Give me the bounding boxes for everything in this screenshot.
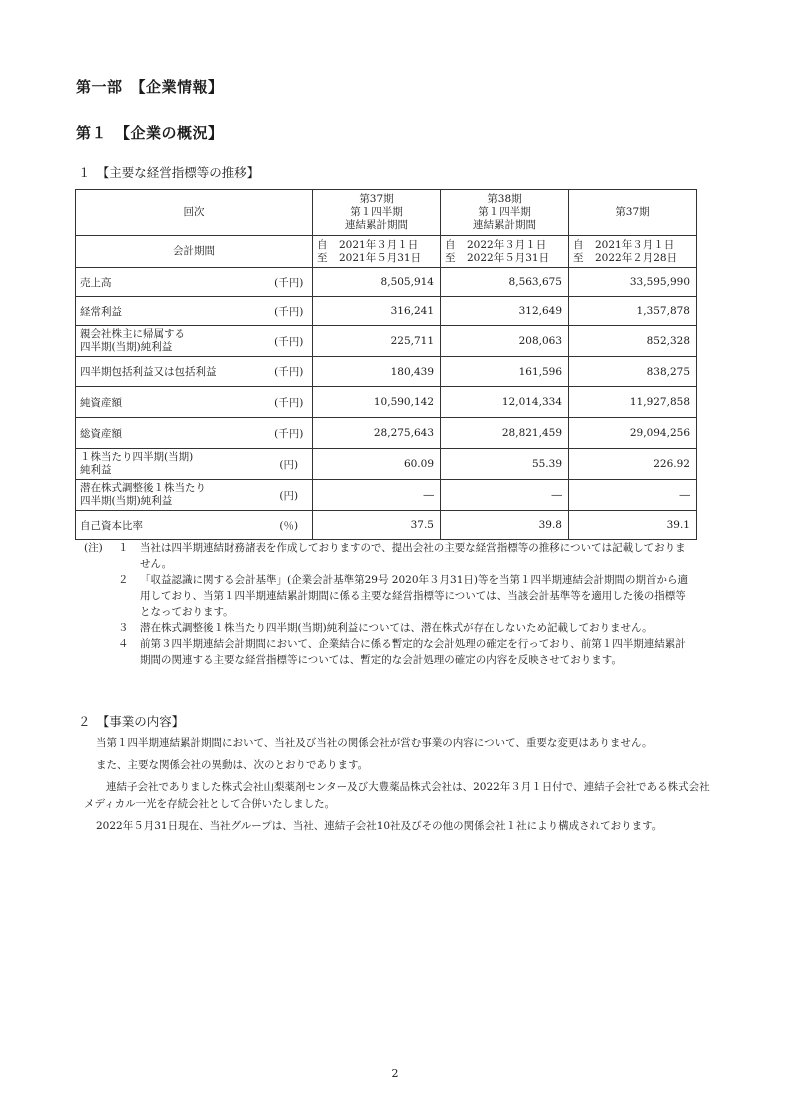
part-title: 第一部 【企業情報】 bbox=[76, 78, 224, 96]
row-unit: (千円) bbox=[266, 326, 313, 357]
chapter-title: 第１ 【企業の概況】 bbox=[76, 124, 224, 142]
table-row bbox=[76, 511, 697, 540]
value-cell: 225,711 bbox=[313, 326, 441, 357]
note-item: ４ 前第３四半期連結会計期間において、企業結合に係る暫定的な会計処理の確定を行っており、前第１四半期連結累計期間の関連する主要な経営指標等については、暫定的な会計処理の確定の内容を反映させております。 bbox=[118, 638, 686, 666]
value-cell: ― bbox=[313, 480, 441, 511]
row-unit: (円) bbox=[266, 480, 313, 511]
row-unit: (千円) bbox=[266, 268, 313, 297]
value-cell: 39.8 bbox=[441, 511, 569, 540]
notes-lead: (注) bbox=[84, 542, 103, 554]
row-unit: (千円) bbox=[266, 387, 313, 418]
value-cell: 33,595,990 bbox=[569, 268, 697, 297]
note-item: (注) １ 当社は四半期連結財務諸表を作成しておりますので、提出会社の主要な経営指標等の推移については記載しておりません。 bbox=[84, 542, 686, 570]
column-header: 第38期 第１四半期 連結累計期間 bbox=[441, 190, 569, 236]
value-cell: 161,596 bbox=[441, 357, 569, 387]
column-header: 第37期 第１四半期 連結累計期間 bbox=[313, 190, 441, 236]
row-unit: (千円) bbox=[266, 357, 313, 387]
header-row bbox=[76, 190, 697, 236]
row-label: 売上高 bbox=[76, 268, 266, 297]
page-number: 2 bbox=[391, 1067, 399, 1080]
row-unit: (円) bbox=[266, 449, 313, 480]
financial-indicators-table bbox=[75, 189, 697, 540]
section2-title: ２ 【事業の内容】 bbox=[78, 714, 185, 729]
value-cell: 55.39 bbox=[441, 449, 569, 480]
period-cell: 自 2021年３月１日 至 2021年５月31日 bbox=[313, 236, 441, 268]
notes bbox=[84, 540, 696, 668]
period-label: 会計期間 bbox=[76, 236, 313, 268]
table-row bbox=[76, 449, 697, 480]
row-unit: (％) bbox=[266, 511, 313, 540]
value-cell: ― bbox=[569, 480, 697, 511]
note-item: ２ 「収益認識に関する会計基準」(企業会計基準第29号 2020年３月31日)等を当第１四半期連結会計期間の期首から適用しており、当第１四半期連結累計期間に係る主要な経営指標等については、当該会計基準等を適用した後の指標等となっております。 bbox=[118, 574, 688, 618]
section2-body bbox=[84, 735, 716, 840]
paragraph: 2022年５月31日現在、当社グループは、当社、連結子会社10社及びその他の関係会社１社により構成されております。 bbox=[96, 820, 663, 832]
header-label: 回次 bbox=[76, 190, 313, 236]
value-cell: 312,649 bbox=[441, 297, 569, 326]
section1-title: １ 【主要な経営指標等の推移】 bbox=[78, 165, 260, 180]
table-row bbox=[76, 387, 697, 418]
value-cell: 316,241 bbox=[313, 297, 441, 326]
row-label: 総資産額 bbox=[76, 418, 266, 449]
table-row bbox=[76, 418, 697, 449]
row-label: １株当たり四半期(当期) 純利益 bbox=[76, 449, 266, 480]
row-label: 潜在株式調整後１株当たり 四半期(当期)純利益 bbox=[76, 480, 266, 511]
table-row bbox=[76, 268, 697, 297]
value-cell: 8,505,914 bbox=[313, 268, 441, 297]
value-cell: 8,563,675 bbox=[441, 268, 569, 297]
value-cell: 29,094,256 bbox=[569, 418, 697, 449]
value-cell: 12,014,334 bbox=[441, 387, 569, 418]
period-row bbox=[76, 236, 697, 268]
row-label: 親会社株主に帰属する 四半期(当期)純利益 bbox=[76, 326, 266, 357]
value-cell: 208,063 bbox=[441, 326, 569, 357]
paragraph: 当第１四半期連結累計期間において、当社及び当社の関係会社が営む事業の内容について、重要な変更はありません。 bbox=[96, 737, 653, 749]
value-cell: 60.09 bbox=[313, 449, 441, 480]
value-cell: 28,821,459 bbox=[441, 418, 569, 449]
period-cell: 自 2022年３月１日 至 2022年５月31日 bbox=[441, 236, 569, 268]
value-cell: 37.5 bbox=[313, 511, 441, 540]
table-row bbox=[76, 326, 697, 357]
table-row bbox=[76, 297, 697, 326]
value-cell: 180,439 bbox=[313, 357, 441, 387]
table-row bbox=[76, 357, 697, 387]
value-cell: 39.1 bbox=[569, 511, 697, 540]
column-header: 第37期 bbox=[569, 190, 697, 236]
row-label: 自己資本比率 bbox=[76, 511, 266, 540]
paragraph: 連結子会社でありました株式会社山梨薬剤センター及び大豊薬品株式会社は、2022年３月１日付で、連結子会社である株式会社メディカル一光を存続会社として合併いたしました。 bbox=[84, 781, 710, 810]
value-cell: 11,927,858 bbox=[569, 387, 697, 418]
row-unit: (千円) bbox=[266, 418, 313, 449]
paragraph: また、主要な関係会社の異動は、次のとおりであります。 bbox=[96, 759, 369, 771]
value-cell: ― bbox=[441, 480, 569, 511]
value-cell: 838,275 bbox=[569, 357, 697, 387]
row-label: 四半期包括利益又は包括利益 bbox=[76, 357, 266, 387]
row-label: 経常利益 bbox=[76, 297, 266, 326]
value-cell: 10,590,142 bbox=[313, 387, 441, 418]
value-cell: 226.92 bbox=[569, 449, 697, 480]
value-cell: 852,328 bbox=[569, 326, 697, 357]
row-label: 純資産額 bbox=[76, 387, 266, 418]
value-cell: 28,275,643 bbox=[313, 418, 441, 449]
note-item: ３ 潜在株式調整後１株当たり四半期(当期)純利益については、潜在株式が存在しないため記載しておりません。 bbox=[118, 622, 653, 634]
value-cell: 1,357,878 bbox=[569, 297, 697, 326]
period-cell: 自 2021年３月１日 至 2022年２月28日 bbox=[569, 236, 697, 268]
row-unit: (千円) bbox=[266, 297, 313, 326]
table-row bbox=[76, 480, 697, 511]
